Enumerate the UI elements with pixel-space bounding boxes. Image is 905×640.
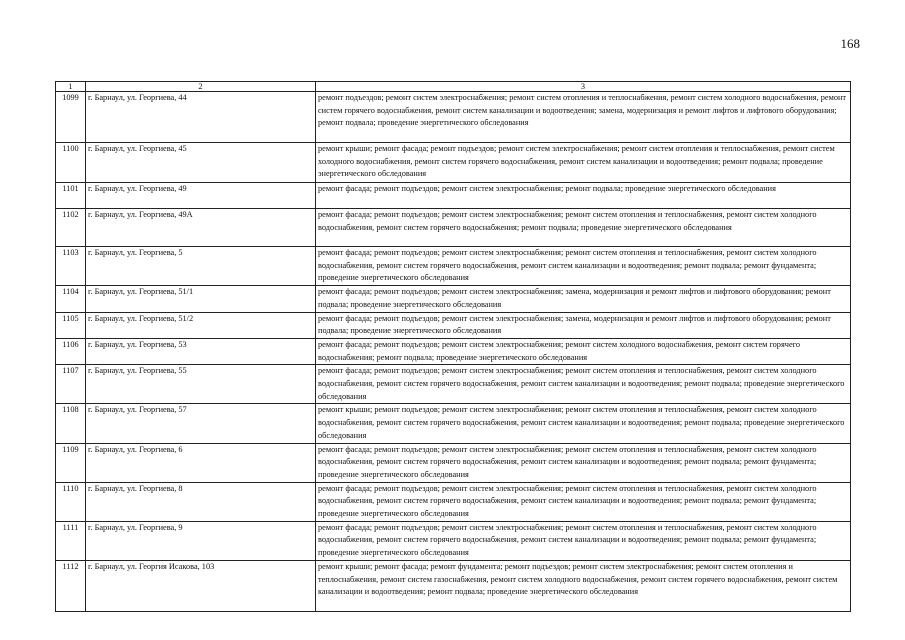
row-number: 1107: [56, 365, 86, 404]
table-row: [56, 92, 851, 143]
address-cell: г. Барнаул, ул. Георгиева, 57: [86, 404, 316, 443]
row-number: 1106: [56, 338, 86, 364]
address-cell: г. Барнаул, ул. Георгиева, 44: [86, 92, 316, 143]
table-row: [56, 143, 851, 183]
page-number: 168: [840, 36, 860, 51]
works-cell: ремонт фасада; ремонт подъездов; ремонт систем электроснабжения; ремонт систем отопления и теплоснабжения, ремонт систем холодного водоснабжения, ремонт систем горячего водоснабжения, ремонт систем канализации и водоотведения; ремонт подвала; ремонт фундамента; проведение энергетического обследования: [316, 521, 851, 560]
address-cell: г. Барнаул, ул. Георгиева, 49А: [86, 209, 316, 247]
row-number: 1103: [56, 247, 86, 286]
works-cell: ремонт крыши; ремонт фасада; ремонт фундамента; ремонт подъездов; ремонт систем электроснабжения; ремонт систем отопления и теплоснабжения, ремонт систем газоснабжения, ремонт систем холодного водоснабжения, ремонт систем горячего водоснабжения, ремонт систем канализации и водоотведения; ремонт подвала; проведение энергетического обследования: [316, 560, 851, 611]
row-number: 1110: [56, 482, 86, 521]
table-row: [56, 247, 851, 286]
address-cell: г. Барнаул, ул. Георгиева, 51/2: [86, 312, 316, 338]
repair-register-table: [55, 81, 851, 612]
table-row: [56, 404, 851, 443]
table-row: [56, 521, 851, 560]
works-cell: ремонт фасада; ремонт подъездов; ремонт систем электроснабжения; ремонт подвала; проведение энергетического обследования: [316, 183, 851, 209]
works-cell: ремонт крыши; ремонт фасада; ремонт подъездов; ремонт систем электроснабжения; ремонт систем отопления и теплоснабжения, ремонт систем холодного водоснабжения, ремонт систем горячего водоснабжения, ремонт систем канализации и водоотведения; ремонт подвала; проведение энергетического обследования: [316, 143, 851, 183]
address-cell: г. Барнаул, ул. Георгиева, 49: [86, 183, 316, 209]
works-cell: ремонт фасада; ремонт подъездов; ремонт систем электроснабжения; ремонт систем отопления и теплоснабжения, ремонт систем холодного водоснабжения, ремонт систем горячего водоснабжения; ремонт подвала; проведение энергетического обследования: [316, 209, 851, 247]
column-number-1: 1: [56, 82, 86, 92]
row-number: 1104: [56, 286, 86, 312]
table-row: [56, 286, 851, 312]
works-cell: ремонт фасада; ремонт подъездов; ремонт систем электроснабжения; ремонт систем отопления и теплоснабжения, ремонт систем холодного водоснабжения, ремонт систем горячего водоснабжения, ремонт систем канализации и водоотведения; ремонт подвала; ремонт фундамента; проведение энергетического обследования: [316, 443, 851, 482]
works-cell: ремонт фасада; ремонт подъездов; ремонт систем электроснабжения; ремонт систем холодного водоснабжения, ремонт систем горячего водоснабжения; ремонт подвала; проведение энергетического обследования: [316, 338, 851, 364]
column-number-header-row: [56, 82, 851, 92]
address-cell: г. Барнаул, ул. Георгиева, 51/1: [86, 286, 316, 312]
row-number: 1102: [56, 209, 86, 247]
table-row: [56, 482, 851, 521]
column-number-3: 3: [316, 82, 851, 92]
address-cell: г. Барнаул, ул. Георгиева, 8: [86, 482, 316, 521]
works-cell: ремонт фасада; ремонт подъездов; ремонт систем электроснабжения; ремонт систем отопления и теплоснабжения, ремонт систем холодного водоснабжения, ремонт систем горячего водоснабжения, ремонт систем канализации и водоотведения; ремонт подвала; проведение энергетического обследования: [316, 365, 851, 404]
table-row: [56, 365, 851, 404]
table-row: [56, 560, 851, 611]
works-cell: ремонт подъездов; ремонт систем электроснабжения; ремонт систем отопления и теплоснабжения, ремонт систем холодного водоснабжения, ремонт систем горячего водоснабжения, ремонт систем канализации и водоотведения; замена, модернизация и ремонт лифтов и лифтового оборудования; ремонт подвала; проведение энергетического обследования: [316, 92, 851, 143]
works-cell: ремонт фасада; ремонт подъездов; ремонт систем электроснабжения; ремонт систем отопления и теплоснабжения, ремонт систем холодного водоснабжения, ремонт систем горячего водоснабжения, ремонт систем канализации и водоотведения; ремонт подвала; ремонт фундамента; проведение энергетического обследования: [316, 247, 851, 286]
address-cell: г. Барнаул, ул. Георгиева, 55: [86, 365, 316, 404]
row-number: 1105: [56, 312, 86, 338]
table-row: [56, 209, 851, 247]
column-number-2: 2: [86, 82, 316, 92]
works-cell: ремонт фасада; ремонт подъездов; ремонт систем электроснабжения; ремонт систем отопления и теплоснабжения, ремонт систем холодного водоснабжения, ремонт систем горячего водоснабжения, ремонт систем канализации и водоотведения; ремонт подвала; ремонт фундамента; проведение энергетического обследования: [316, 482, 851, 521]
address-cell: г. Барнаул, ул. Георгиева, 45: [86, 143, 316, 183]
address-cell: г. Барнаул, ул. Георгиева, 53: [86, 338, 316, 364]
address-cell: г. Барнаул, ул. Георгиева, 6: [86, 443, 316, 482]
row-number: 1111: [56, 521, 86, 560]
table-row: [56, 312, 851, 338]
table-row: [56, 443, 851, 482]
row-number: 1100: [56, 143, 86, 183]
row-number: 1108: [56, 404, 86, 443]
works-cell: ремонт крыши; ремонт подъездов; ремонт систем электроснабжения; ремонт систем отопления и теплоснабжения, ремонт систем холодного водоснабжения, ремонт систем горячего водоснабжения, ремонт систем канализации и водоотведения; ремонт подвала; проведение энергетического обследования: [316, 404, 851, 443]
table-row: [56, 338, 851, 364]
row-number: 1109: [56, 443, 86, 482]
row-number: 1112: [56, 560, 86, 611]
address-cell: г. Барнаул, ул. Георгиева, 9: [86, 521, 316, 560]
address-cell: г. Барнаул, ул. Георгия Исакова, 103: [86, 560, 316, 611]
address-cell: г. Барнаул, ул. Георгиева, 5: [86, 247, 316, 286]
works-cell: ремонт фасада; ремонт подъездов; ремонт систем электроснабжения; замена, модернизация и ремонт лифтов и лифтового оборудования; ремонт подвала; проведение энергетического обследования: [316, 312, 851, 338]
row-number: 1101: [56, 183, 86, 209]
works-cell: ремонт фасада; ремонт подъездов; ремонт систем электроснабжения; замена, модернизация и ремонт лифтов и лифтового оборудования; ремонт подвала; проведение энергетического обследования: [316, 286, 851, 312]
row-number: 1099: [56, 92, 86, 143]
table-row: [56, 183, 851, 209]
